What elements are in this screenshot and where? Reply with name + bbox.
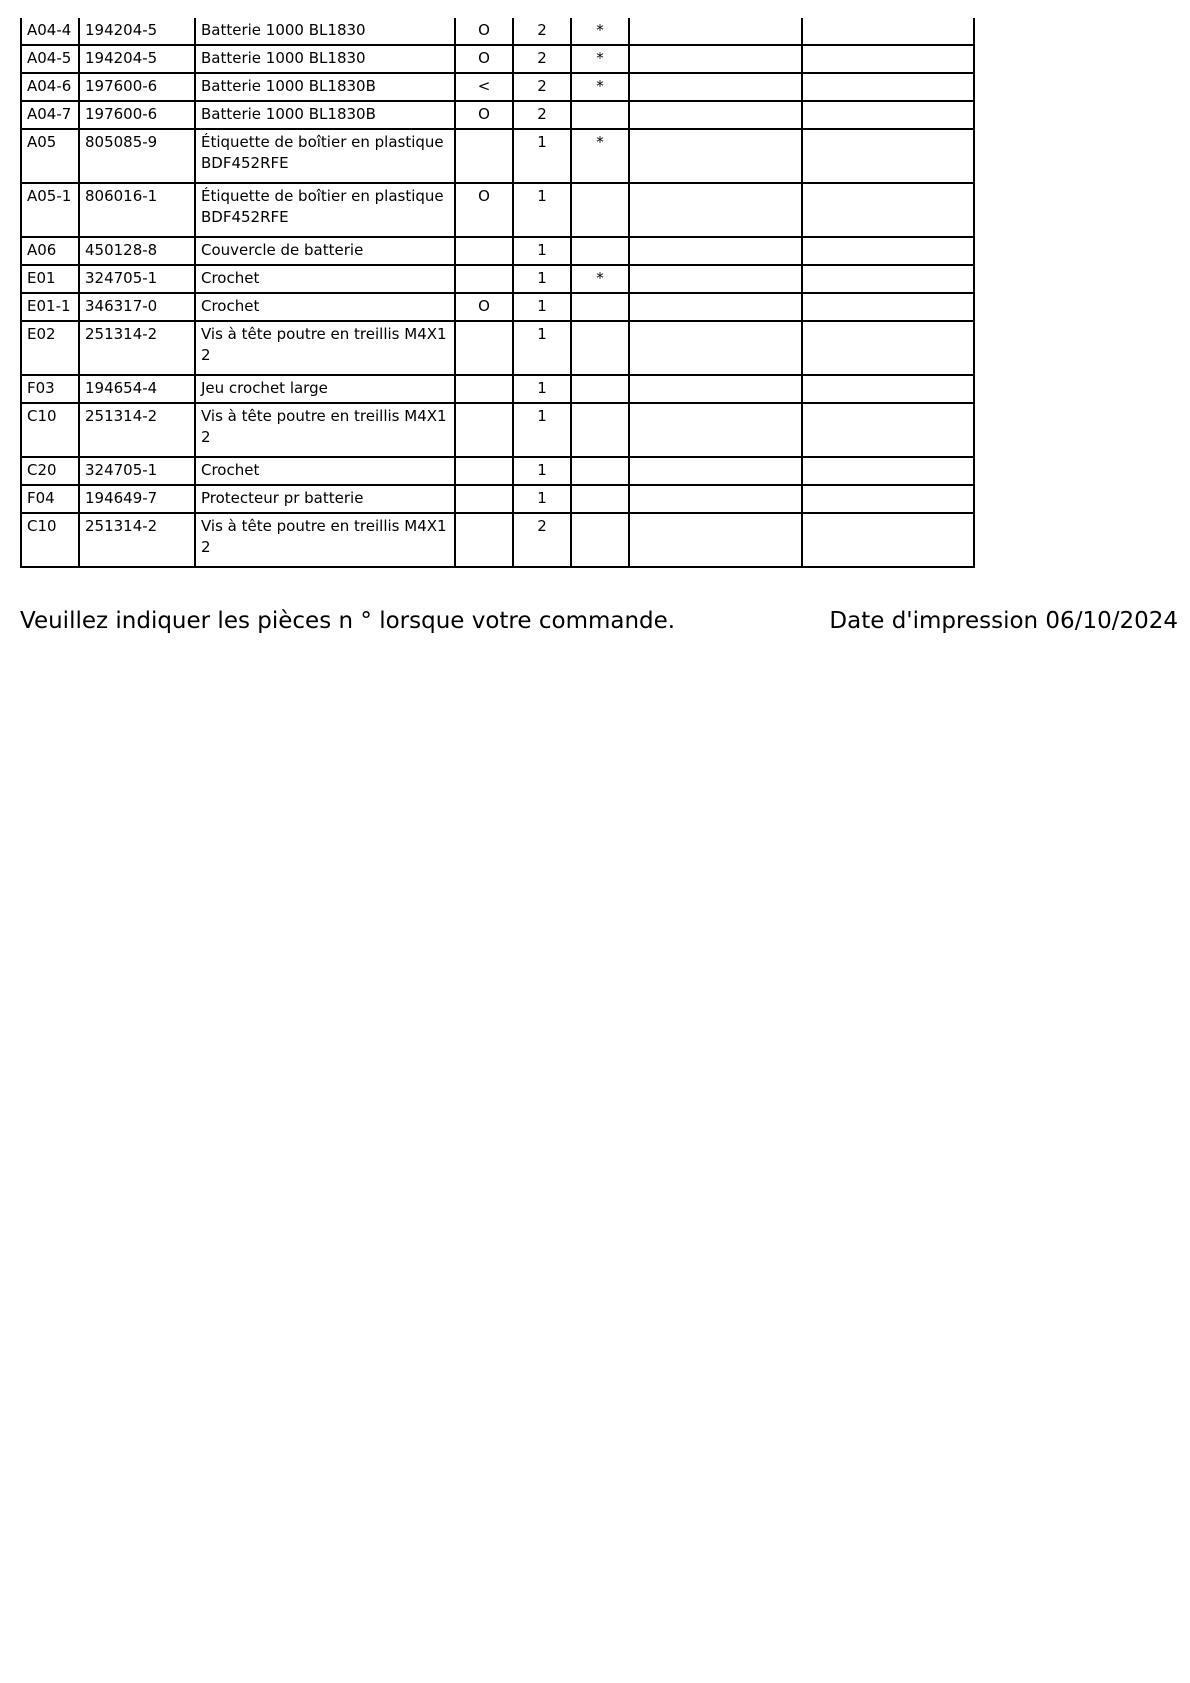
cell-star: * (571, 129, 629, 183)
cell-part-number: 324705-1 (79, 265, 195, 293)
table-row (21, 265, 974, 293)
cell-reference: A05-1 (21, 183, 79, 237)
cell-part-number: 194654-4 (79, 375, 195, 403)
table-row (21, 101, 974, 129)
cell-note-1 (629, 18, 802, 45)
cell-star (571, 457, 629, 485)
cell-star (571, 293, 629, 321)
cell-quantity: 1 (513, 375, 571, 403)
cell-mark: < (455, 73, 513, 101)
cell-note-2 (802, 321, 974, 375)
cell-quantity: 2 (513, 45, 571, 73)
cell-quantity: 1 (513, 183, 571, 237)
table-row (21, 513, 974, 567)
cell-mark: O (455, 293, 513, 321)
table-row (21, 129, 974, 183)
cell-quantity: 2 (513, 101, 571, 129)
table-row (21, 183, 974, 237)
cell-description: Vis à tête poutre en treillis M4X1 2 (195, 321, 455, 375)
cell-description: Crochet (195, 457, 455, 485)
cell-reference: C10 (21, 403, 79, 457)
cell-mark: O (455, 18, 513, 45)
cell-quantity: 1 (513, 457, 571, 485)
cell-mark: O (455, 101, 513, 129)
cell-mark (455, 129, 513, 183)
cell-mark (455, 321, 513, 375)
cell-star (571, 485, 629, 513)
cell-note-1 (629, 293, 802, 321)
cell-note-1 (629, 129, 802, 183)
cell-description: Vis à tête poutre en treillis M4X1 2 (195, 513, 455, 567)
table-row (21, 321, 974, 375)
cell-reference: A04-5 (21, 45, 79, 73)
cell-description: Batterie 1000 BL1830B (195, 101, 455, 129)
cell-note-1 (629, 45, 802, 73)
cell-part-number: 805085-9 (79, 129, 195, 183)
cell-reference: F04 (21, 485, 79, 513)
cell-note-2 (802, 403, 974, 457)
cell-mark: O (455, 45, 513, 73)
cell-description: Vis à tête poutre en treillis M4X1 2 (195, 403, 455, 457)
cell-part-number: 251314-2 (79, 403, 195, 457)
cell-part-number: 197600-6 (79, 101, 195, 129)
cell-star: * (571, 265, 629, 293)
table-row (21, 18, 974, 45)
cell-mark (455, 265, 513, 293)
cell-star (571, 375, 629, 403)
cell-note-1 (629, 403, 802, 457)
cell-note-2 (802, 293, 974, 321)
table-row (21, 375, 974, 403)
cell-note-2 (802, 45, 974, 73)
cell-description: Batterie 1000 BL1830B (195, 73, 455, 101)
cell-reference: C10 (21, 513, 79, 567)
cell-reference: A04-4 (21, 18, 79, 45)
cell-note-1 (629, 457, 802, 485)
cell-mark: O (455, 183, 513, 237)
table-row (21, 457, 974, 485)
cell-part-number: 346317-0 (79, 293, 195, 321)
cell-description: Étiquette de boîtier en plastique BDF452RFE (195, 129, 455, 183)
cell-star: * (571, 45, 629, 73)
cell-part-number: 194204-5 (79, 18, 195, 45)
cell-mark (455, 485, 513, 513)
cell-note-2 (802, 485, 974, 513)
cell-star (571, 403, 629, 457)
cell-description: Protecteur pr batterie (195, 485, 455, 513)
cell-reference: A04-6 (21, 73, 79, 101)
cell-part-number: 197600-6 (79, 73, 195, 101)
cell-star (571, 513, 629, 567)
cell-reference: E02 (21, 321, 79, 375)
cell-note-1 (629, 485, 802, 513)
cell-reference: F03 (21, 375, 79, 403)
cell-note-1 (629, 265, 802, 293)
cell-star (571, 237, 629, 265)
cell-note-2 (802, 18, 974, 45)
cell-note-1 (629, 183, 802, 237)
table-row (21, 45, 974, 73)
cell-mark (455, 403, 513, 457)
order-instruction-note: Veuillez indiquer les pièces n ° lorsque votre commande. (20, 608, 676, 634)
parts-table-body (21, 18, 974, 567)
cell-note-1 (629, 237, 802, 265)
cell-note-2 (802, 73, 974, 101)
cell-star: * (571, 18, 629, 45)
cell-quantity: 2 (513, 73, 571, 101)
cell-note-1 (629, 375, 802, 403)
cell-star (571, 321, 629, 375)
cell-quantity: 1 (513, 265, 571, 293)
cell-part-number: 450128-8 (79, 237, 195, 265)
cell-note-1 (629, 513, 802, 567)
cell-quantity: 1 (513, 485, 571, 513)
cell-description: Jeu crochet large (195, 375, 455, 403)
cell-mark (455, 237, 513, 265)
cell-description: Batterie 1000 BL1830 (195, 45, 455, 73)
cell-note-2 (802, 513, 974, 567)
table-row (21, 485, 974, 513)
cell-quantity: 1 (513, 237, 571, 265)
cell-reference: E01-1 (21, 293, 79, 321)
cell-part-number: 194204-5 (79, 45, 195, 73)
cell-note-1 (629, 101, 802, 129)
print-date: Date d'impression 06/10/2024 (829, 608, 1178, 634)
cell-description: Crochet (195, 265, 455, 293)
cell-description: Crochet (195, 293, 455, 321)
cell-part-number: 324705-1 (79, 457, 195, 485)
cell-quantity: 1 (513, 293, 571, 321)
cell-description: Étiquette de boîtier en plastique BDF452RFE (195, 183, 455, 237)
cell-reference: A04-7 (21, 101, 79, 129)
cell-note-2 (802, 129, 974, 183)
cell-note-2 (802, 457, 974, 485)
cell-quantity: 2 (513, 18, 571, 45)
cell-description: Couvercle de batterie (195, 237, 455, 265)
cell-reference: C20 (21, 457, 79, 485)
cell-reference: A05 (21, 129, 79, 183)
cell-quantity: 1 (513, 321, 571, 375)
cell-note-2 (802, 265, 974, 293)
cell-mark (455, 375, 513, 403)
table-row (21, 403, 974, 457)
cell-part-number: 806016-1 (79, 183, 195, 237)
cell-note-2 (802, 183, 974, 237)
cell-part-number: 251314-2 (79, 513, 195, 567)
cell-mark (455, 457, 513, 485)
cell-note-2 (802, 375, 974, 403)
cell-reference: E01 (21, 265, 79, 293)
cell-star (571, 101, 629, 129)
cell-part-number: 194649-7 (79, 485, 195, 513)
cell-note-1 (629, 321, 802, 375)
table-row (21, 237, 974, 265)
cell-quantity: 2 (513, 513, 571, 567)
cell-reference: A06 (21, 237, 79, 265)
cell-description: Batterie 1000 BL1830 (195, 18, 455, 45)
table-row (21, 73, 974, 101)
cell-quantity: 1 (513, 129, 571, 183)
cell-part-number: 251314-2 (79, 321, 195, 375)
cell-note-1 (629, 73, 802, 101)
cell-mark (455, 513, 513, 567)
parts-table (20, 18, 975, 568)
table-row (21, 293, 974, 321)
cell-note-2 (802, 101, 974, 129)
cell-star (571, 183, 629, 237)
cell-quantity: 1 (513, 403, 571, 457)
cell-star: * (571, 73, 629, 101)
cell-note-2 (802, 237, 974, 265)
